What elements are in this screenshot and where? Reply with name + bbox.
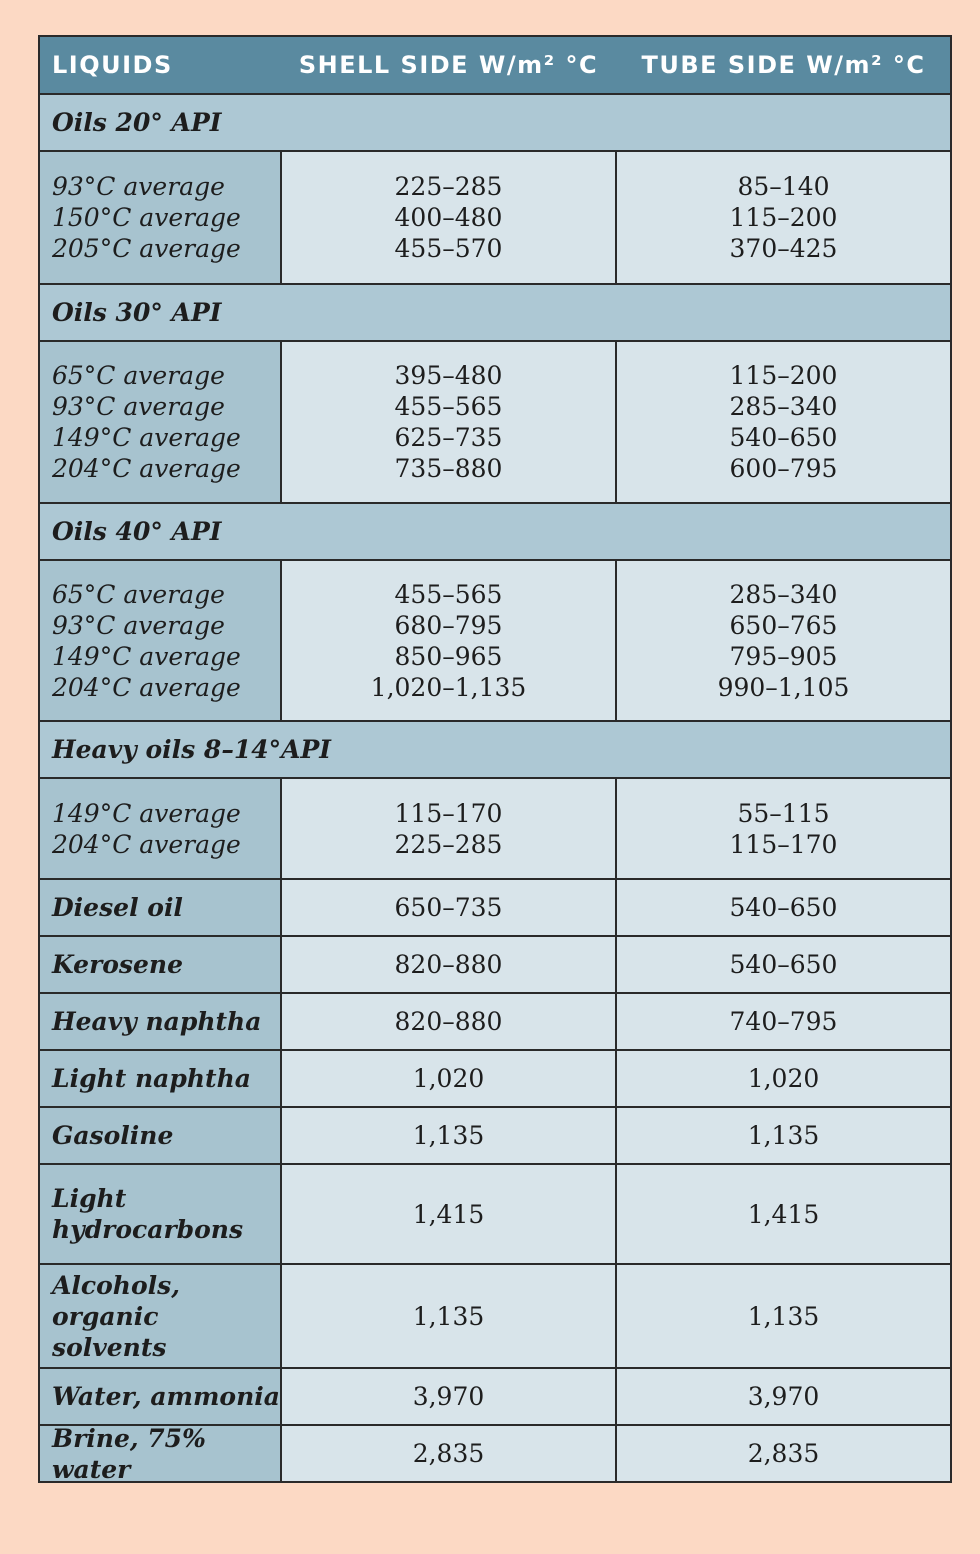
shell-value: 225–285 — [394, 172, 503, 201]
shell-value: 1,135 — [282, 1108, 615, 1163]
liquid-label-line: hydrocarbons — [52, 1215, 244, 1244]
tube-value: 990–1,105 — [717, 672, 850, 702]
liquid-label-line: Light — [52, 1184, 127, 1213]
group-shell-values — [282, 152, 615, 283]
group-data-row — [40, 342, 950, 502]
group-title: Oils 20° API — [40, 95, 950, 150]
group-labels — [40, 342, 280, 502]
tube-value: 85–140 — [737, 172, 830, 201]
table-row — [40, 937, 950, 992]
group-tube-values — [617, 561, 950, 720]
table-row — [40, 1051, 950, 1106]
shell-value: 2,835 — [282, 1426, 615, 1481]
temperature-label: 204°C average — [52, 672, 241, 702]
liquid-label — [40, 1108, 280, 1163]
temperature-label: 204°C average — [52, 829, 241, 859]
liquid-label — [40, 994, 280, 1049]
shell-value: 625–735 — [394, 423, 503, 452]
tube-value: 1,020 — [617, 1051, 950, 1106]
group-tube-values — [617, 152, 950, 283]
shell-value: 400–480 — [394, 203, 503, 232]
shell-value: 735–880 — [394, 454, 503, 483]
tube-value: 285–340 — [729, 392, 838, 421]
liquid-label — [40, 1165, 280, 1263]
liquid-label — [40, 1423, 280, 1484]
header-liquids: LIQUIDS — [40, 37, 280, 93]
liquid-label-line: Diesel oil — [52, 893, 183, 922]
heat-transfer-coefficient-table — [38, 35, 952, 1483]
shell-value: 455–565 — [394, 392, 503, 421]
shell-value: 1,020 — [282, 1051, 615, 1106]
table-row — [40, 1369, 950, 1424]
liquid-label-line: Gasoline — [52, 1121, 174, 1150]
liquid-label — [40, 1369, 280, 1424]
temperature-label: 150°C average — [52, 203, 241, 232]
shell-value: 225–285 — [394, 829, 503, 859]
liquid-label-line: Alcohols, organic — [52, 1270, 180, 1331]
table-row — [40, 1165, 950, 1263]
tube-value: 285–340 — [729, 579, 838, 609]
table-header-row — [40, 37, 950, 93]
shell-value: 850–965 — [394, 641, 503, 671]
liquid-label-line: solvents — [52, 1332, 167, 1362]
tube-value: 3,970 — [617, 1369, 950, 1424]
liquid-label-line: Water, ammonia — [52, 1382, 280, 1411]
header-tube-side: TUBE SIDE W/m² °C — [617, 37, 950, 93]
shell-value: 115–170 — [394, 798, 503, 828]
liquid-label-line: Kerosene — [52, 950, 183, 979]
table-row — [40, 994, 950, 1049]
shell-value: 395–480 — [394, 361, 503, 390]
group-shell-values — [282, 342, 615, 502]
tube-value: 2,835 — [617, 1426, 950, 1481]
tube-value: 540–650 — [617, 937, 950, 992]
tube-value: 650–765 — [729, 610, 838, 640]
shell-value: 3,970 — [282, 1369, 615, 1424]
group-shell-values — [282, 561, 615, 720]
shell-value: 1,415 — [282, 1165, 615, 1263]
group-title: Heavy oils 8–14°API — [40, 722, 950, 777]
tube-value: 540–650 — [729, 423, 838, 452]
group-title: Oils 40° API — [40, 504, 950, 559]
liquid-label-line: Brine, 75% water — [52, 1423, 206, 1484]
group-labels — [40, 779, 280, 878]
tube-value: 1,135 — [617, 1108, 950, 1163]
temperature-label: 65°C average — [52, 361, 225, 390]
liquid-label — [40, 937, 280, 992]
group-tube-values — [617, 779, 950, 878]
tube-value: 740–795 — [617, 994, 950, 1049]
tube-value: 600–795 — [729, 454, 838, 483]
temperature-label: 65°C average — [52, 579, 225, 609]
tube-value: 370–425 — [729, 234, 838, 263]
tube-value: 795–905 — [729, 641, 838, 671]
temperature-label: 149°C average — [52, 423, 241, 452]
liquid-label — [40, 1265, 280, 1367]
temperature-label: 149°C average — [52, 641, 241, 671]
tube-value: 115–170 — [729, 829, 838, 859]
shell-value: 650–735 — [282, 880, 615, 935]
tube-value: 1,135 — [617, 1265, 950, 1367]
table-row — [40, 1265, 950, 1367]
group-tube-values — [617, 342, 950, 502]
table-row — [40, 1423, 950, 1484]
liquid-label — [40, 1051, 280, 1106]
group-data-row — [40, 561, 950, 720]
temperature-label: 205°C average — [52, 234, 241, 263]
liquid-label — [40, 880, 280, 935]
tube-value: 540–650 — [617, 880, 950, 935]
shell-value: 820–880 — [282, 937, 615, 992]
temperature-label: 93°C average — [52, 610, 225, 640]
tube-value: 1,415 — [617, 1165, 950, 1263]
shell-value: 680–795 — [394, 610, 503, 640]
shell-value: 820–880 — [282, 994, 615, 1049]
shell-value: 455–565 — [394, 579, 503, 609]
group-labels — [40, 561, 280, 720]
header-shell-side: SHELL SIDE W/m² °C — [282, 37, 615, 93]
table-row — [40, 1108, 950, 1163]
temperature-label: 149°C average — [52, 798, 241, 828]
liquid-label-line: Light naphtha — [52, 1064, 251, 1093]
tube-value: 55–115 — [737, 798, 830, 828]
tube-value: 115–200 — [729, 361, 838, 390]
shell-value: 1,020–1,135 — [370, 672, 527, 702]
group-data-row — [40, 152, 950, 283]
group-title: Oils 30° API — [40, 285, 950, 340]
liquid-label-line: Heavy naphtha — [52, 1007, 262, 1036]
group-shell-values — [282, 779, 615, 878]
table-row — [40, 880, 950, 935]
tube-value: 115–200 — [729, 203, 838, 232]
group-labels — [40, 152, 280, 283]
temperature-label: 204°C average — [52, 454, 241, 483]
shell-value: 1,135 — [282, 1265, 615, 1367]
temperature-label: 93°C average — [52, 172, 225, 201]
group-data-row — [40, 779, 950, 878]
temperature-label: 93°C average — [52, 392, 225, 421]
shell-value: 455–570 — [394, 234, 503, 263]
